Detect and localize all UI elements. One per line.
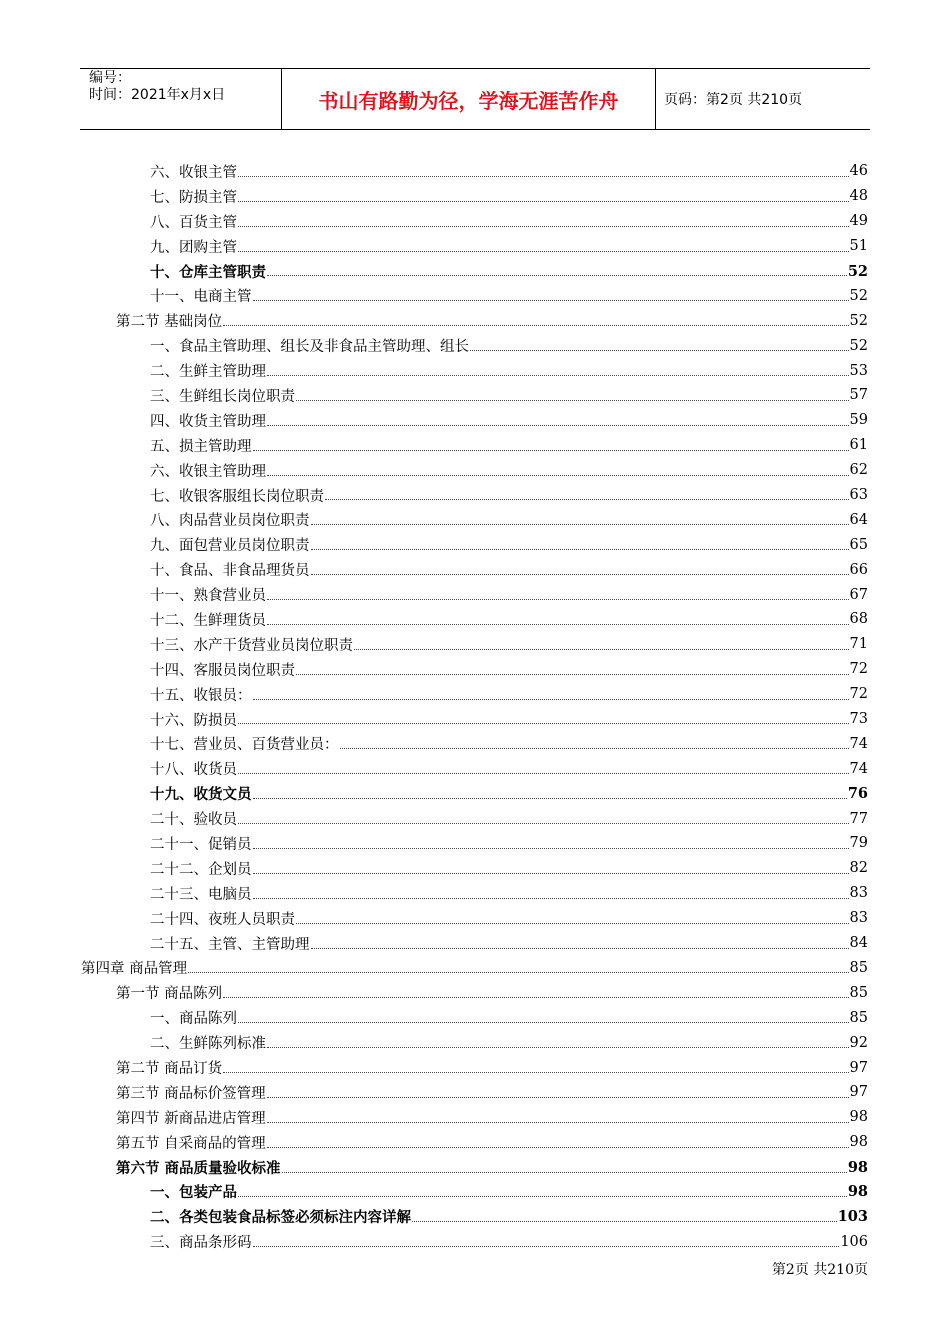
toc-entry-title: 八、肉品营业员岗位职责 bbox=[150, 513, 310, 530]
toc-dot-leader bbox=[470, 349, 849, 351]
serial-label: 编号： bbox=[89, 70, 131, 86]
toc-entry-title: 二十四、夜班人员职责 bbox=[150, 911, 295, 928]
toc-entry-page: 82 bbox=[849, 860, 868, 877]
toc-entry[interactable] bbox=[0, 308, 950, 333]
toc-entry-page: 52 bbox=[849, 312, 868, 329]
toc-entry-title: 第五节 自采商品的管理 bbox=[116, 1135, 266, 1152]
toc-entry-page: 72 bbox=[849, 686, 868, 703]
toc-entry[interactable] bbox=[0, 483, 950, 508]
toc-entry-page: 85 bbox=[849, 959, 868, 976]
toc-dot-leader bbox=[412, 1220, 837, 1222]
toc-entry[interactable] bbox=[0, 806, 950, 831]
toc-dot-leader bbox=[223, 996, 848, 998]
toc-dot-leader bbox=[311, 947, 849, 949]
toc-dot-leader bbox=[311, 523, 849, 525]
toc-entry[interactable] bbox=[0, 956, 950, 981]
toc-entry-page: 85 bbox=[849, 984, 868, 1001]
toc-entry-page: 84 bbox=[849, 935, 868, 952]
toc-entry-title: 六、收银主管助理 bbox=[150, 463, 266, 480]
toc-entry-page: 52 bbox=[847, 262, 868, 280]
toc-entry-page: 63 bbox=[849, 487, 868, 504]
toc-entry[interactable] bbox=[0, 557, 950, 582]
toc-entry-page: 98 bbox=[849, 1109, 868, 1126]
toc-entry-page: 57 bbox=[849, 387, 868, 404]
toc-dot-leader bbox=[238, 200, 849, 202]
toc-entry[interactable] bbox=[0, 607, 950, 632]
toc-entry[interactable] bbox=[0, 234, 950, 259]
toc-entry-page: 52 bbox=[849, 337, 868, 354]
toc-entry-title: 第一节 商品陈列 bbox=[116, 986, 223, 1003]
toc-entry-page: 48 bbox=[849, 188, 868, 205]
toc-entry[interactable] bbox=[0, 980, 950, 1005]
toc-entry[interactable] bbox=[0, 408, 950, 433]
toc-entry[interactable] bbox=[0, 756, 950, 781]
toc-dot-leader bbox=[267, 274, 847, 276]
toc-entry[interactable] bbox=[0, 707, 950, 732]
toc-entry-title: 十一、熟食营业员 bbox=[150, 588, 266, 605]
toc-dot-leader bbox=[188, 971, 848, 973]
toc-entry-title: 第二节 商品订货 bbox=[116, 1061, 223, 1077]
toc-entry-page: 97 bbox=[849, 1084, 868, 1101]
header-meta bbox=[80, 69, 282, 129]
toc-entry-title: 二十三、电脑员 bbox=[150, 886, 252, 903]
toc-dot-leader bbox=[267, 1046, 849, 1048]
toc-entry[interactable] bbox=[0, 333, 950, 358]
toc-entry-page: 49 bbox=[849, 213, 868, 230]
header-motto: 书山有路勤为径，学海无涯苦作舟 bbox=[282, 69, 656, 129]
toc-dot-leader bbox=[340, 747, 849, 749]
toc-entry[interactable] bbox=[0, 1155, 950, 1180]
toc-entry-page: 92 bbox=[849, 1034, 868, 1051]
toc-entry-page: 59 bbox=[849, 412, 868, 429]
toc-entry-title: 九、团购主管 bbox=[150, 239, 237, 256]
toc-entry[interactable] bbox=[0, 1055, 950, 1080]
toc-dot-leader bbox=[238, 772, 849, 774]
toc-dot-leader bbox=[253, 1245, 840, 1247]
toc-entry-page: 62 bbox=[849, 462, 868, 479]
toc-entry-title: 第六节 商品质量验收标准 bbox=[116, 1159, 281, 1177]
toc-entry[interactable] bbox=[0, 184, 950, 209]
toc-dot-leader bbox=[296, 399, 849, 401]
toc-entry-title: 二、各类包装食品标签必须标注内容详解 bbox=[150, 1209, 411, 1227]
toc-dot-leader bbox=[238, 175, 849, 177]
toc-dot-leader bbox=[267, 623, 849, 625]
toc-entry[interactable] bbox=[0, 657, 950, 682]
toc-dot-leader bbox=[253, 299, 849, 301]
toc-entry[interactable] bbox=[0, 881, 950, 906]
toc-entry-title: 第三节 商品标价签管理 bbox=[116, 1085, 266, 1102]
toc-entry[interactable] bbox=[0, 682, 950, 707]
toc-dot-leader bbox=[296, 922, 849, 924]
toc-entry[interactable] bbox=[0, 1180, 950, 1205]
toc-dot-leader bbox=[267, 374, 849, 376]
toc-entry-page: 76 bbox=[847, 785, 868, 803]
toc-entry[interactable] bbox=[0, 1080, 950, 1105]
toc-entry-title: 十三、水产干货营业员岗位职责 bbox=[150, 637, 353, 654]
toc-entry-title: 十二、生鲜理货员 bbox=[150, 612, 266, 629]
toc-entry-title: 二十二、企划员 bbox=[150, 861, 252, 878]
toc-entry[interactable] bbox=[0, 781, 950, 806]
toc-entry[interactable] bbox=[0, 507, 950, 532]
toc-entry-title: 七、收银客服组长岗位职责 bbox=[150, 488, 324, 505]
toc-entry-page: 73 bbox=[849, 711, 868, 728]
toc-entry-page: 98 bbox=[847, 1183, 868, 1201]
toc-dot-leader bbox=[325, 498, 849, 500]
toc-entry-page: 103 bbox=[837, 1208, 868, 1226]
toc-entry-page: 64 bbox=[849, 511, 868, 528]
toc-entry-page: 67 bbox=[849, 586, 868, 603]
toc-entry[interactable] bbox=[0, 731, 950, 756]
toc-entry[interactable] bbox=[0, 856, 950, 881]
toc-entry-title: 二十五、主管、主管助理 bbox=[150, 936, 310, 953]
toc-entry-page: 66 bbox=[849, 561, 868, 578]
toc-entry[interactable] bbox=[0, 1130, 950, 1155]
header-page-info: 页码：第2页 共210页 bbox=[664, 92, 803, 108]
toc-entry-page: 98 bbox=[849, 1134, 868, 1151]
toc-dot-leader bbox=[267, 598, 849, 600]
toc-entry[interactable] bbox=[0, 532, 950, 557]
toc-entry-title: 六、收银主管 bbox=[150, 164, 237, 181]
toc-entry-page: 46 bbox=[849, 163, 868, 180]
toc-dot-leader bbox=[267, 474, 849, 476]
toc-entry-title: 一、食品主管助理、组长及非食品主管助理、组长 bbox=[150, 339, 469, 356]
toc-entry[interactable] bbox=[0, 931, 950, 956]
toc-entry[interactable] bbox=[0, 358, 950, 383]
toc-entry-title: 三、生鲜组长岗位职责 bbox=[150, 388, 295, 405]
toc-entry-page: 61 bbox=[849, 437, 868, 454]
toc-entry-page: 51 bbox=[849, 238, 868, 255]
toc-dot-leader bbox=[223, 324, 848, 326]
toc-entry-title: 十五、收银员： bbox=[150, 687, 252, 704]
toc-entry[interactable] bbox=[0, 209, 950, 234]
toc-entry-page: 74 bbox=[849, 760, 868, 777]
toc-entry-page: 83 bbox=[849, 910, 868, 927]
toc-entry-title: 第四节 新商品进店管理 bbox=[116, 1110, 266, 1127]
toc-dot-leader bbox=[311, 548, 849, 550]
toc-entry-title: 三、商品条形码 bbox=[150, 1235, 252, 1252]
toc-entry[interactable] bbox=[0, 433, 950, 458]
toc-entry-title: 一、商品陈列 bbox=[150, 1011, 237, 1028]
toc-dot-leader bbox=[267, 1146, 849, 1148]
toc-dot-leader bbox=[296, 673, 849, 675]
toc-dot-leader bbox=[267, 1096, 849, 1098]
toc-dot-leader bbox=[267, 424, 849, 426]
toc-entry-title: 十九、收货文员 bbox=[150, 786, 252, 804]
toc-dot-leader bbox=[253, 698, 849, 700]
toc-entry[interactable] bbox=[0, 283, 950, 308]
toc-dot-leader bbox=[253, 449, 849, 451]
toc-dot-leader bbox=[253, 847, 849, 849]
toc-entry-title: 十、食品、非食品理货员 bbox=[150, 563, 310, 580]
toc-entry[interactable] bbox=[0, 582, 950, 607]
toc-dot-leader bbox=[238, 1195, 847, 1197]
toc-entry-page: 98 bbox=[847, 1158, 868, 1176]
toc-entry-page: 77 bbox=[849, 810, 868, 827]
toc-entry-title: 七、防损主管 bbox=[150, 189, 237, 206]
toc-entry-title: 四、收货主管助理 bbox=[150, 413, 266, 430]
table-of-contents bbox=[0, 159, 950, 1254]
toc-dot-leader bbox=[253, 897, 849, 899]
toc-entry[interactable] bbox=[0, 831, 950, 856]
toc-entry[interactable] bbox=[0, 259, 950, 284]
toc-entry[interactable] bbox=[0, 383, 950, 408]
toc-entry-title: 二十一、促销员 bbox=[150, 836, 252, 853]
toc-entry-page: 74 bbox=[849, 735, 868, 752]
toc-entry-page: 52 bbox=[849, 287, 868, 304]
toc-dot-leader bbox=[354, 648, 849, 650]
toc-entry[interactable] bbox=[0, 1204, 950, 1229]
toc-entry-page: 65 bbox=[849, 536, 868, 553]
toc-entry-page: 79 bbox=[849, 835, 868, 852]
toc-entry-title: 九、面包营业员岗位职责 bbox=[150, 538, 310, 555]
toc-entry-page: 68 bbox=[849, 611, 868, 628]
date-text: 时间：2021年x月x日 bbox=[89, 87, 226, 103]
toc-entry-page: 97 bbox=[849, 1059, 868, 1076]
toc-entry-title: 二、生鲜主管助理 bbox=[150, 364, 266, 381]
toc-entry-page: 72 bbox=[849, 661, 868, 678]
toc-entry-page: 71 bbox=[849, 636, 868, 653]
toc-entry-title: 二、生鲜陈列标准 bbox=[150, 1036, 266, 1053]
toc-dot-leader bbox=[253, 872, 849, 874]
toc-dot-leader bbox=[238, 250, 849, 252]
toc-entry-page: 83 bbox=[849, 885, 868, 902]
toc-entry-title: 第四章 商品管理 bbox=[81, 961, 188, 978]
toc-dot-leader bbox=[238, 1021, 849, 1023]
document-header bbox=[80, 68, 870, 130]
toc-entry[interactable] bbox=[0, 458, 950, 483]
toc-entry[interactable] bbox=[0, 632, 950, 657]
toc-dot-leader bbox=[238, 722, 849, 724]
toc-dot-leader bbox=[238, 225, 849, 227]
toc-entry-title: 十八、收货员 bbox=[150, 762, 237, 779]
toc-entry-title: 十四、客服员岗位职责 bbox=[150, 662, 295, 679]
toc-entry-title: 第二节 基础岗位 bbox=[116, 314, 223, 331]
toc-dot-leader bbox=[253, 797, 847, 799]
toc-dot-leader bbox=[282, 1171, 847, 1173]
toc-dot-leader bbox=[311, 573, 849, 575]
toc-entry-title: 八、百货主管 bbox=[150, 214, 237, 231]
toc-dot-leader bbox=[267, 1121, 849, 1123]
toc-entry[interactable] bbox=[0, 906, 950, 931]
toc-entry-page: 53 bbox=[849, 362, 868, 379]
toc-entry-title: 十七、营业员、百货营业员： bbox=[150, 737, 339, 754]
toc-entry-page: 106 bbox=[840, 1233, 868, 1250]
page-footer: 第2页 共210页 bbox=[771, 1262, 868, 1278]
toc-entry-title: 一、包装产品 bbox=[150, 1184, 237, 1202]
toc-entry-title: 十一、电商主管 bbox=[150, 289, 252, 306]
toc-entry-page: 85 bbox=[849, 1009, 868, 1026]
toc-entry[interactable] bbox=[0, 1030, 950, 1055]
toc-entry[interactable] bbox=[0, 159, 950, 184]
toc-dot-leader bbox=[238, 822, 849, 824]
toc-entry[interactable] bbox=[0, 1005, 950, 1030]
toc-entry-title: 五、损主管助理 bbox=[150, 438, 252, 455]
toc-entry[interactable] bbox=[0, 1229, 950, 1254]
toc-entry[interactable] bbox=[0, 1105, 950, 1130]
toc-dot-leader bbox=[223, 1071, 848, 1073]
toc-entry-title: 二十、验收员 bbox=[150, 812, 237, 829]
toc-entry-title: 十、仓库主管职责 bbox=[150, 263, 266, 281]
toc-entry-title: 十六、防损员 bbox=[150, 712, 237, 729]
